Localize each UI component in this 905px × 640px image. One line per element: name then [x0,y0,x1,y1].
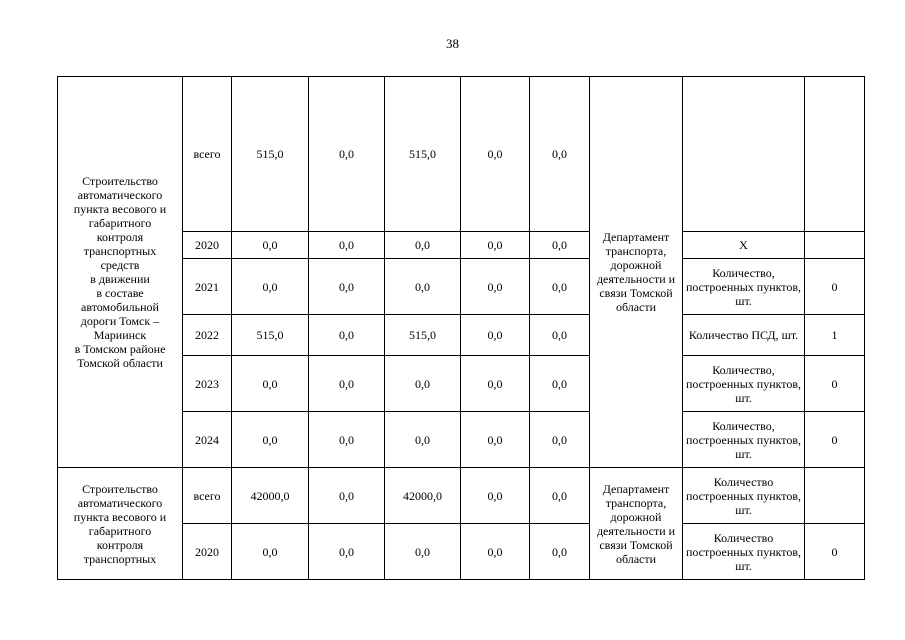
indicator-cell: Количество построенных пунктов, шт. [683,524,805,580]
indicator-value-cell: 0 [805,524,865,580]
measure-name-line: Строительство [82,481,158,496]
amount-cell: 0,0 [461,315,530,356]
amount-cell: 515,0 [232,77,309,232]
amount-cell: 0,0 [309,356,385,412]
amount-cell: 0,0 [385,259,461,315]
department-name-line: области [615,300,657,314]
measure-name-line: пункта весового и [73,509,167,524]
amount-cell: 515,0 [385,77,461,232]
department-name-line: деятельности и [596,272,676,286]
amount-cell: 0,0 [530,412,590,468]
department-name [590,468,683,580]
measure-name-line: Томской области [77,356,163,370]
amount-cell: 0,0 [461,356,530,412]
measure-name-line: контроля [96,230,144,244]
measure-name-line: автоматического [77,495,163,510]
measure-name [58,468,183,580]
indicator-value-cell: 0 [805,356,865,412]
amount-cell: 0,0 [530,468,590,524]
department-name-line: Департамент [602,230,670,244]
amount-cell: 0,0 [385,524,461,580]
amount-cell: 0,0 [385,356,461,412]
department-name-line: дорожной [610,258,662,272]
amount-cell: 0,0 [461,412,530,468]
indicator-value-cell: 0 [805,412,865,468]
measure-name-line: транспортных [83,551,157,566]
amount-cell: 0,0 [461,468,530,524]
amount-cell: 0,0 [309,315,385,356]
program-table [57,76,865,580]
indicator-value-cell: 1 [805,315,865,356]
amount-cell: 0,0 [530,232,590,259]
measure-name-line: габаритного [88,216,152,230]
amount-cell: 515,0 [232,315,309,356]
department-name-line: области [615,551,657,566]
indicator-cell: Количество, построенных пунктов, шт. [683,259,805,315]
department-name-line: связи Томской [599,537,673,552]
amount-cell: 0,0 [530,77,590,232]
amount-cell: 0,0 [309,524,385,580]
amount-cell: 0,0 [530,259,590,315]
amount-cell: 0,0 [461,259,530,315]
indicator-value-cell [805,77,865,232]
measure-name-line: автоматического [77,188,163,202]
amount-cell: 0,0 [461,77,530,232]
amount-cell: 0,0 [530,315,590,356]
amount-cell: 0,0 [461,232,530,259]
department-name-line: дорожной [610,509,662,524]
year-cell: 2023 [183,356,232,412]
amount-cell: 0,0 [309,232,385,259]
measure-name-line: автомобильной [81,300,159,314]
year-cell: 2024 [183,412,232,468]
measure-name-line: в движении [90,272,150,286]
indicator-value-cell [805,232,865,259]
department-name-line: связи Томской [599,286,673,300]
year-cell: 2020 [183,524,232,580]
department-name-line: транспорта, [605,244,667,258]
amount-cell: 0,0 [385,232,461,259]
year-cell: 2021 [183,259,232,315]
page-number: 38 [446,36,459,51]
table-row [58,468,865,524]
amount-cell: 0,0 [530,356,590,412]
indicator-cell: Х [683,232,805,259]
department-name-line: транспорта, [605,495,667,510]
measure-name-line: контроля [96,537,144,552]
measure-name-line: пункта весового и [73,202,167,216]
measure-name-line: транспортных [83,244,157,258]
amount-cell: 515,0 [385,315,461,356]
amount-cell: 0,0 [309,468,385,524]
measure-name-line: Строительство [82,174,158,188]
indicator-cell [683,77,805,232]
year-cell: 2022 [183,315,232,356]
amount-cell: 0,0 [232,524,309,580]
indicator-cell: Количество, построенных пунктов, шт. [683,356,805,412]
amount-cell: 0,0 [232,259,309,315]
year-cell: всего [183,77,232,232]
amount-cell: 0,0 [530,524,590,580]
department-name [590,77,683,468]
measure-name-line: Мариинск [93,328,147,342]
indicator-value-cell [805,468,865,524]
indicator-cell: Количество ПСД, шт. [683,315,805,356]
department-name-line: деятельности и [596,523,676,538]
amount-cell: 42000,0 [232,468,309,524]
department-name-line: Департамент [602,481,670,496]
table-row [58,77,865,232]
measure-name [58,77,183,468]
measure-name-line: средств [100,258,140,272]
amount-cell: 0,0 [232,232,309,259]
amount-cell: 0,0 [232,356,309,412]
year-cell: 2020 [183,232,232,259]
amount-cell: 0,0 [309,259,385,315]
measure-name-line: габаритного [88,523,152,538]
year-cell: всего [183,468,232,524]
measure-name-line: дороги Томск – [80,314,160,328]
amount-cell: 0,0 [309,77,385,232]
measure-name-line: в составе [96,286,144,300]
indicator-cell: Количество, построенных пунктов, шт. [683,412,805,468]
amount-cell: 0,0 [385,412,461,468]
amount-cell: 42000,0 [385,468,461,524]
indicator-value-cell: 0 [805,259,865,315]
measure-name-line: в Томском районе [74,342,166,356]
indicator-cell: Количество построенных пунктов, шт. [683,468,805,524]
amount-cell: 0,0 [309,412,385,468]
amount-cell: 0,0 [232,412,309,468]
amount-cell: 0,0 [461,524,530,580]
